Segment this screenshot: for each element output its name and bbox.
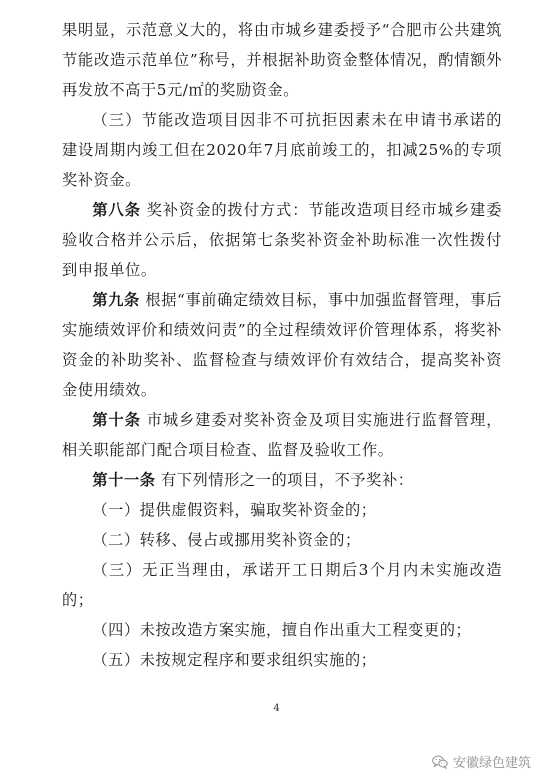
watermark-text: 安徽绿色建筑 xyxy=(452,756,531,771)
article-number: 第十一条 xyxy=(92,471,156,489)
paragraph-text: （五）未按规定程序和要求组织实施的； xyxy=(92,651,377,669)
list-item xyxy=(62,645,502,675)
paragraph-continuation xyxy=(62,15,502,105)
wechat-icon xyxy=(432,755,448,769)
article-11 xyxy=(62,465,502,495)
page-number: 4 xyxy=(273,703,280,714)
watermark xyxy=(432,752,531,771)
article-number: 第八条 xyxy=(92,201,141,219)
article-9 xyxy=(62,285,502,405)
paragraph-text: （二）转移、侵占或挪用奖补资金的； xyxy=(92,531,361,549)
list-item xyxy=(62,615,502,645)
paragraph-text: 根据“事前确定绩效目标，事中加强监督管理，事后实施绩效评价和绩效问责”的全过程绩效评价管理体系，将奖补资金的补助奖补、监督检查与绩效评价有效结合，提高奖补资金使用绩效。 xyxy=(62,291,502,399)
document-body xyxy=(62,15,502,675)
article-number: 第十条 xyxy=(92,411,141,429)
list-item xyxy=(62,525,502,555)
paragraph-text: （四）未按改造方案实施，擅自作出重大工程变更的； xyxy=(92,621,472,639)
paragraph-text: （一）提供虚假资料，骗取奖补资金的； xyxy=(92,501,377,519)
paragraph-text: 奖补资金的拨付方式：节能改造项目经市城乡建委验收合格并公示后，依据第七条奖补资金补助标准一次性拨付到申报单位。 xyxy=(62,201,502,279)
paragraph-clause-3 xyxy=(62,105,502,195)
list-item xyxy=(62,555,502,615)
paragraph-text: （三）无正当理由，承诺开工日期后3个月内未实施改造的； xyxy=(62,561,502,609)
paragraph-text: 果明显，示范意义大的，将由市城乡建委授予“合肥市公共建筑节能改造示范单位”称号，并根据补助资金整体情况，酌情额外再发放不高于5元/㎡的奖励资金。 xyxy=(62,21,502,99)
article-number: 第九条 xyxy=(92,291,140,309)
paragraph-text: 市城乡建委对奖补资金及项目实施进行监督管理，相关职能部门配合项目检查、监督及验收工作。 xyxy=(62,411,502,459)
article-8 xyxy=(62,195,502,285)
article-10 xyxy=(62,405,502,465)
paragraph-text: 有下列情形之一的项目，不予奖补： xyxy=(155,471,414,489)
paragraph-text: （三）节能改造项目因非不可抗拒因素未在申请书承诺的建设周期内竣工但在2020年7月底前竣工的，扣减25%的专项奖补资金。 xyxy=(62,111,502,189)
list-item xyxy=(62,495,502,525)
